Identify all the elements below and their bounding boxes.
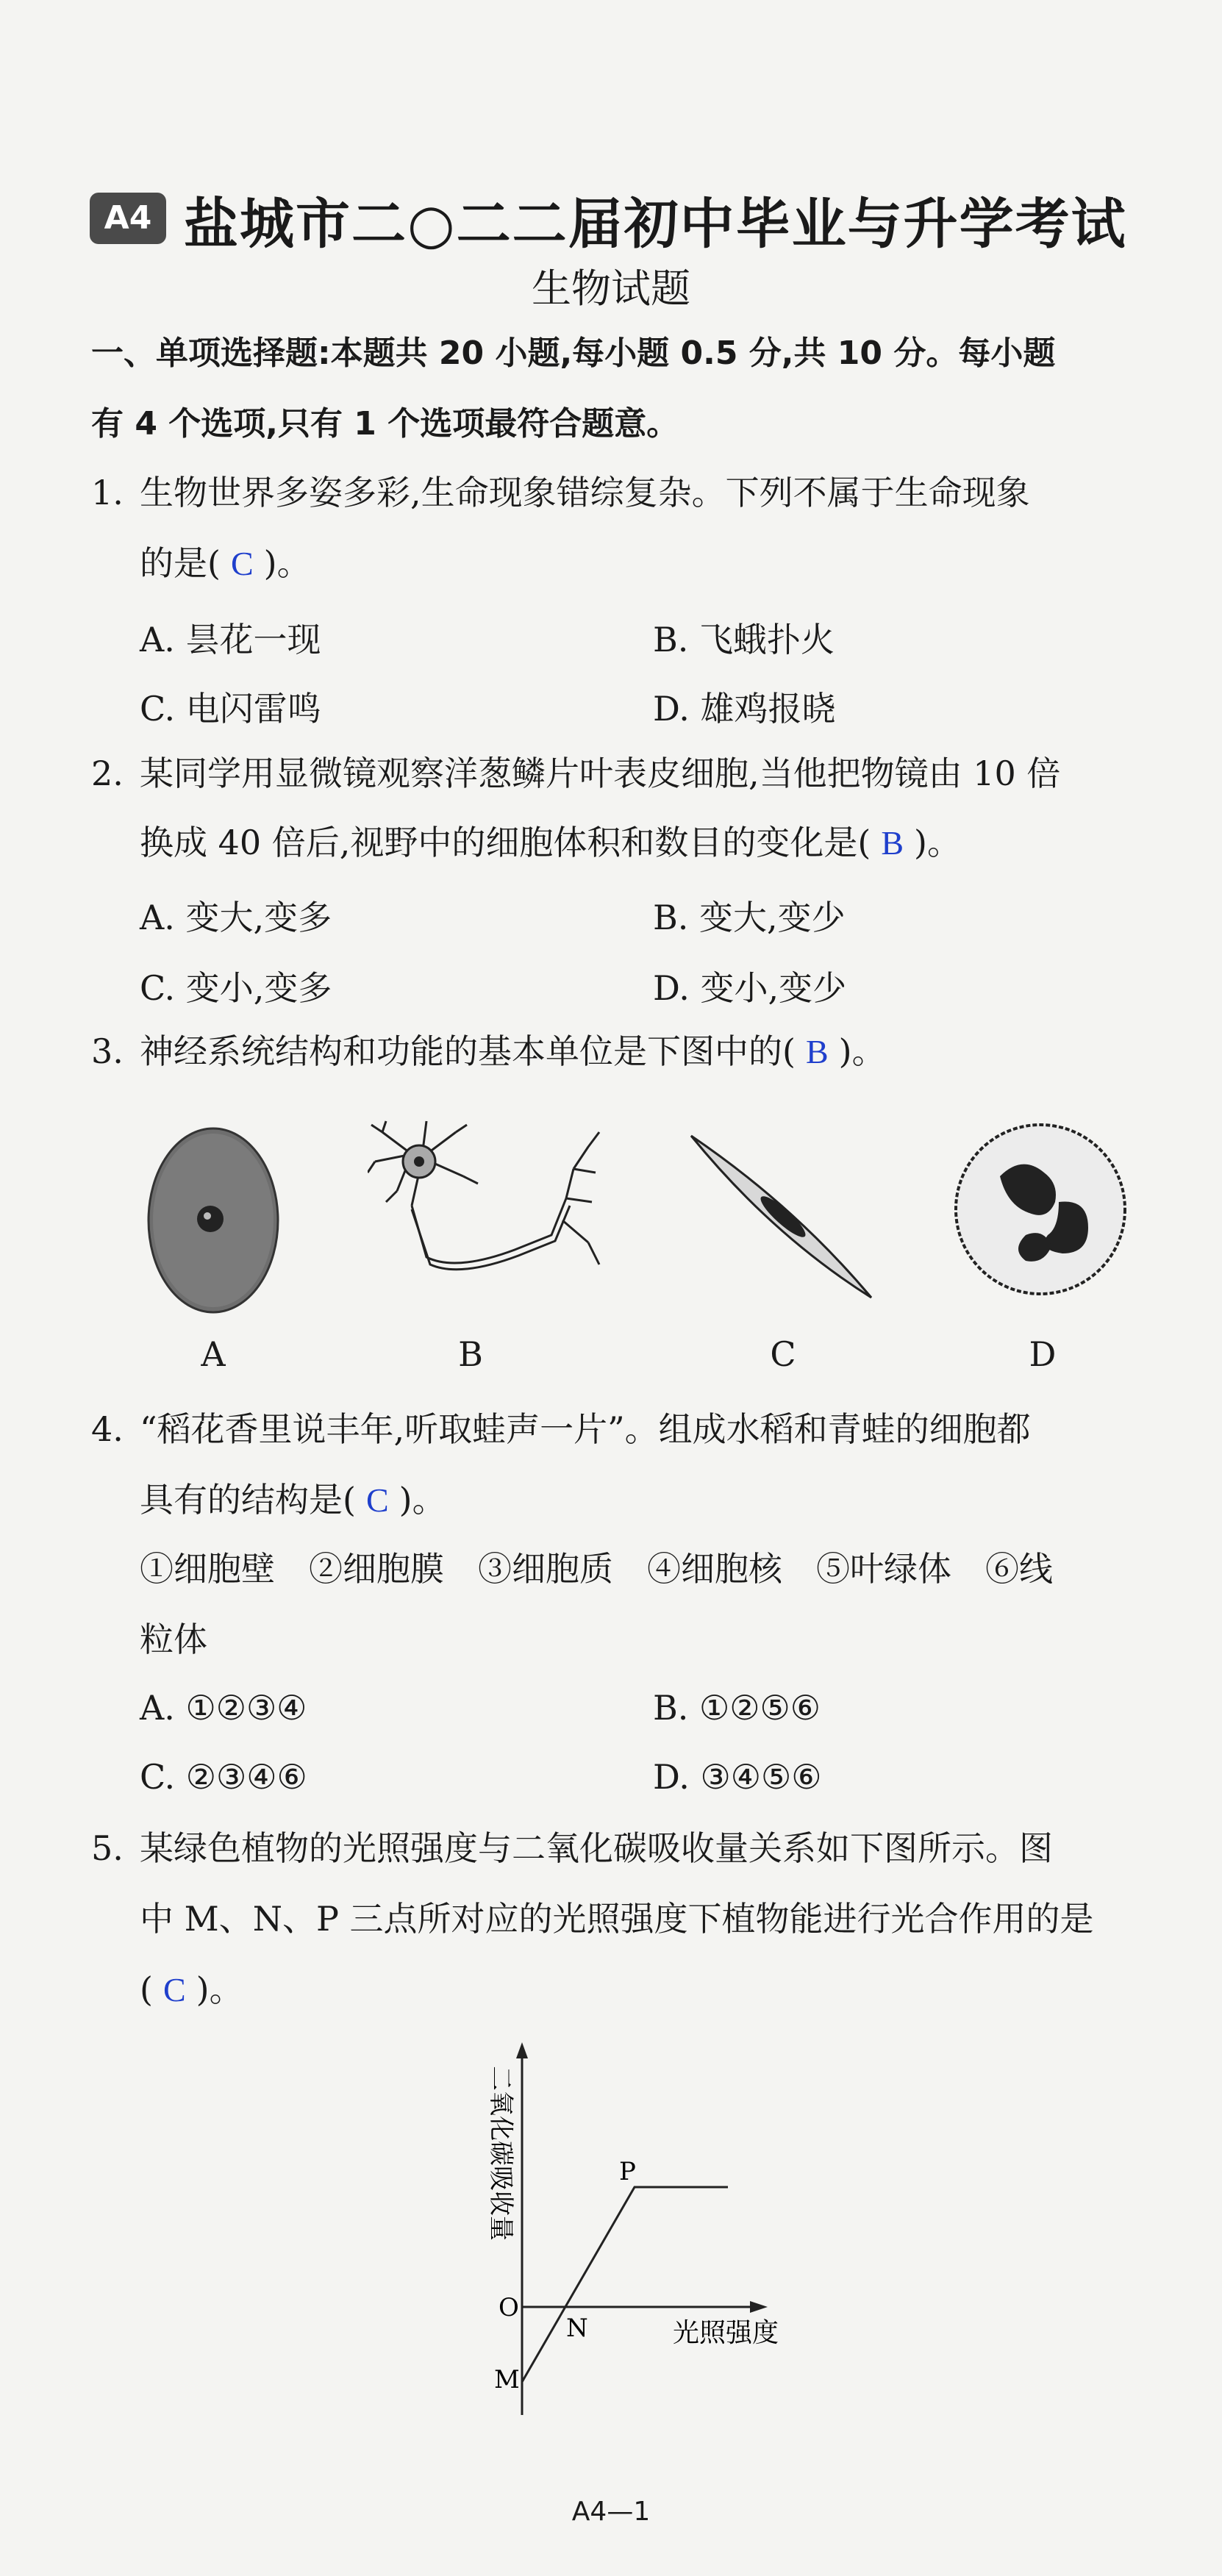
- answer-mark: B: [881, 824, 904, 862]
- graph-axes: [516, 2042, 768, 2415]
- figure-label-b: B: [458, 1334, 483, 1374]
- figure-label-c: C: [770, 1334, 796, 1374]
- stem-text: )。: [399, 1480, 446, 1520]
- question-stem: 生物世界多姿多彩,生命现象错综复杂。下列不属于生命现象: [140, 473, 1030, 512]
- option-d: D. 变小,变少: [653, 968, 847, 1008]
- option-c: C. 变小,变多: [140, 968, 332, 1008]
- option-b: B. 变大,变少: [653, 898, 846, 937]
- question-stem: 某同学用显微镜观察洋葱鳞片叶表皮细胞,当他把物镜由 10 倍: [140, 754, 1061, 793]
- option-b: B. ①②⑤⑥: [653, 1688, 821, 1728]
- stem-text: 换成 40 倍后,视野中的细胞体积和数目的变化是(: [140, 823, 871, 862]
- question-stem-line2: [140, 820, 961, 865]
- question-stem: “稻花香里说丰年,听取蛙声一片”。组成水稻和青蛙的细胞都: [140, 1409, 1031, 1449]
- question-stem: [140, 1029, 886, 1074]
- structure-list-line1: ①细胞壁 ②细胞膜 ③细胞质 ④细胞核 ⑤叶绿体 ⑥线: [140, 1549, 1053, 1589]
- answer-mark: C: [162, 1971, 186, 2008]
- cell-figure-d-leukocyte: [948, 1117, 1132, 1301]
- cell-figure-b-neuron: [368, 1117, 603, 1294]
- paper-badge: A4: [90, 193, 166, 244]
- cell-figure-a: [140, 1117, 287, 1323]
- option-d: D. ③④⑤⑥: [653, 1757, 822, 1797]
- answer-mark: C: [365, 1481, 389, 1519]
- question-number: 5.: [91, 1828, 124, 1868]
- question-number: 2.: [91, 754, 124, 793]
- option-b: B. 飞蛾扑火: [653, 620, 835, 659]
- exam-title: 盐城市二○二二届初中毕业与升学考试: [184, 193, 1127, 256]
- figure-label-d: D: [1029, 1334, 1057, 1374]
- question-stem-line2: 中 M、N、P 三点所对应的光照强度下植物能进行光合作用的是: [140, 1899, 1094, 1939]
- option-c: C. 电闪雷鸣: [140, 689, 321, 729]
- option-a: A. 昙花一现: [140, 620, 321, 659]
- option-a: A. 变大,变多: [140, 898, 332, 937]
- point-m-label: M: [494, 2365, 520, 2394]
- uptake-curve: [522, 2187, 728, 2382]
- stem-text: )。: [263, 543, 311, 583]
- point-n-label: N: [566, 2314, 588, 2343]
- stem-text: 神经系统结构和功能的基本单位是下图中的(: [140, 1031, 796, 1071]
- exam-subtitle: 生物试题: [532, 265, 690, 312]
- question-stem-line2: [140, 1478, 446, 1523]
- option-d: D. 雄鸡报晓: [653, 689, 836, 729]
- x-axis-label: 光照强度: [673, 2318, 779, 2348]
- question-stem-line3: [140, 1967, 243, 2012]
- stem-text: )。: [838, 1031, 886, 1071]
- answer-mark: B: [805, 1033, 829, 1070]
- question-number: 3.: [91, 1031, 124, 1071]
- question-stem: 某绿色植物的光照强度与二氧化碳吸收量关系如下图所示。图: [140, 1828, 1053, 1868]
- section-heading-line1: 一、单项选择题:本题共 20 小题,每小题 0.5 分,共 10 分。每小题: [91, 334, 1056, 372]
- structure-list-line2: 粒体: [140, 1620, 207, 1659]
- option-c: C. ②③④⑥: [140, 1757, 307, 1797]
- stem-text: )。: [914, 823, 961, 862]
- page-number: A4—1: [571, 2497, 651, 2527]
- figure-label-a: A: [201, 1334, 226, 1374]
- answer-mark: C: [230, 545, 254, 582]
- stem-text: 具有的结构是(: [140, 1480, 356, 1520]
- question-number: 1.: [91, 473, 124, 512]
- stem-text: 的是(: [140, 543, 221, 583]
- co2-light-graph: [471, 2036, 823, 2433]
- question-number: 4.: [91, 1409, 124, 1449]
- section-heading-line2: 有 4 个选项,只有 1 个选项最符合题意。: [91, 405, 679, 443]
- option-a: A. ①②③④: [140, 1688, 307, 1728]
- cell-figure-c-muscle: [684, 1125, 882, 1316]
- stem-text: (: [140, 1969, 153, 2009]
- y-axis-label: 二氧化碳吸收量: [486, 2066, 515, 2241]
- origin-label: O: [499, 2293, 519, 2322]
- question-stem-line2: [140, 541, 311, 586]
- point-p-label: P: [619, 2157, 636, 2186]
- stem-text: )。: [196, 1969, 243, 2009]
